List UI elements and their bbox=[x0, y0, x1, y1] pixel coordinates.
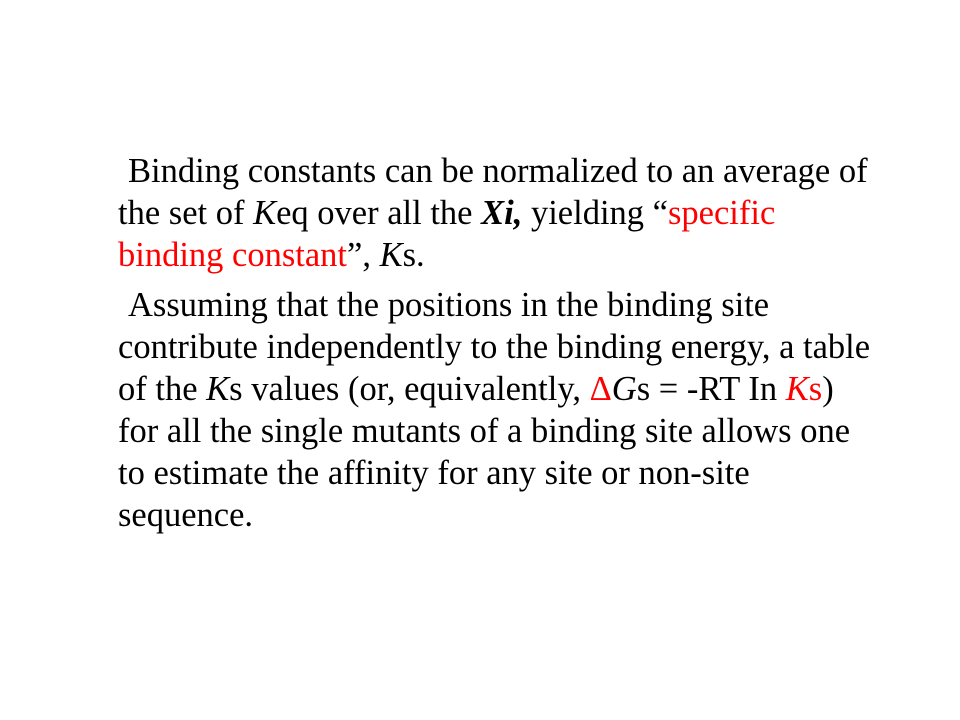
p2-text-d: ) for all the single mutants of a binding site allows one to estimate the affinity for any site or non-site sequence. bbox=[118, 370, 851, 534]
p1-text-d: ”, bbox=[347, 236, 380, 274]
p2-ks-s: s bbox=[808, 370, 823, 408]
p2-text-b: s values (or, equivalently, bbox=[229, 370, 590, 408]
paragraph-independent-positions bbox=[118, 284, 878, 536]
p2-g-symbol: G bbox=[611, 370, 637, 408]
p1-highlighted-term: specific binding constant bbox=[118, 194, 776, 274]
p1-xi-symbol: Xi, bbox=[481, 194, 523, 232]
p1-ks-k: K bbox=[379, 236, 403, 274]
p1-ks-rest: s. bbox=[402, 236, 425, 274]
p1-text-c: yielding “ bbox=[522, 194, 668, 232]
p2-k-symbol: K bbox=[206, 370, 230, 408]
p2-text-a: Assuming that the positions in the binding site contribute independently to the binding energy, a table of the bbox=[118, 286, 871, 408]
slide-body bbox=[118, 150, 878, 544]
p1-k-symbol: K bbox=[253, 194, 277, 232]
p1-text-b: eq over all the bbox=[276, 194, 482, 232]
paragraph-specific-binding-constant bbox=[118, 150, 878, 276]
p2-ks-k: K bbox=[785, 370, 809, 408]
p2-delta-symbol: Δ bbox=[589, 370, 612, 408]
p1-text-a: Binding constants can be normalized to an average of the set of bbox=[118, 152, 868, 232]
p2-text-c: s = -RT In bbox=[636, 370, 786, 408]
